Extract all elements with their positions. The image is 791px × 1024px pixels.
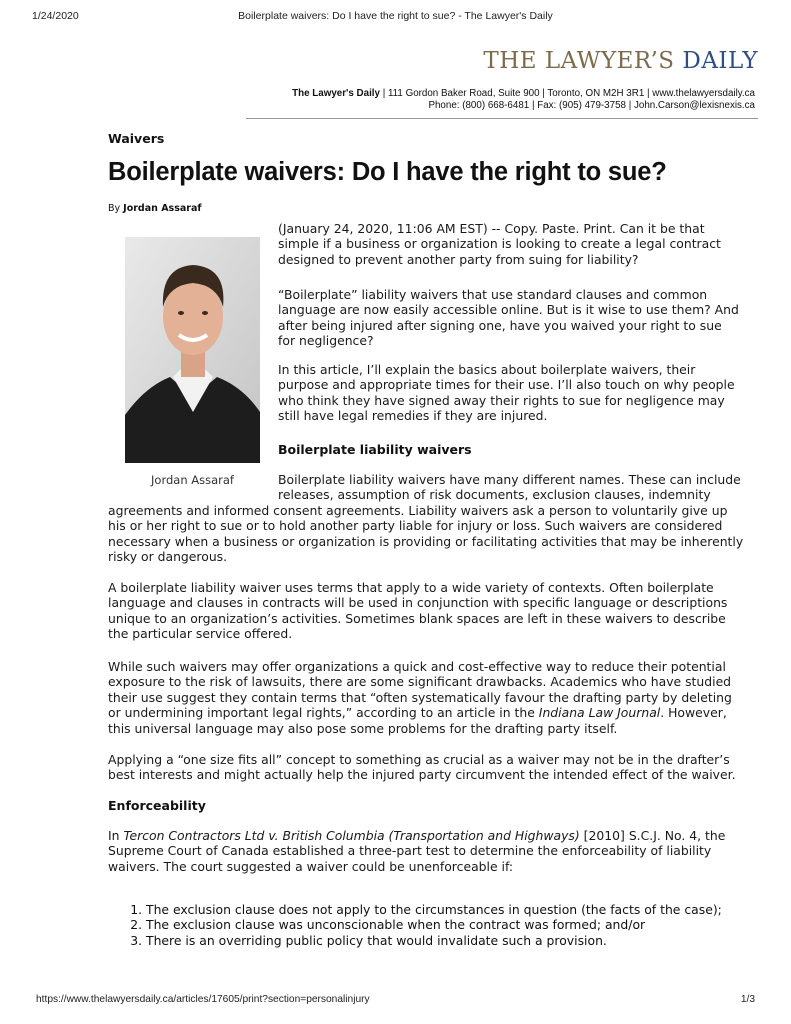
line: “Boilerplate” liability waivers that use standard clauses and common <box>278 287 708 302</box>
journal-title: Indiana Law Journal <box>538 705 661 721</box>
line: after being injured after signing one, have you waived your right to sue <box>278 317 722 333</box>
header-divider <box>246 118 758 119</box>
paragraph-drawbacks <box>108 659 732 736</box>
contact-line2: Phone: (800) 668-6481 | Fax: (905) 479-3758 | John.Carson@lexisnexis.ca <box>428 100 755 111</box>
paragraph-boilerplate-terms <box>108 580 727 642</box>
case-name: Tercon Contractors Ltd v. British Columbia (Transportation and Highways) <box>123 828 580 843</box>
masthead-part1: THE LAWYER’S <box>483 48 675 74</box>
print-date: 1/24/2020 <box>32 10 79 22</box>
line: Boilerplate liability waivers have many different names. These can include <box>278 472 741 487</box>
line: A boilerplate liability waiver uses terms that apply to a wide variety of contexts. Often boilerplate <box>108 580 714 595</box>
heading-boilerplate-liability-waivers: Boilerplate liability waivers <box>278 442 472 457</box>
line: still have legal remedies if they are injured. <box>278 408 548 424</box>
byline-author[interactable]: Jordan Assaraf <box>123 203 202 214</box>
line: best interests and might actually help the injured party circumvent the intended effect of the waiver. <box>108 767 736 783</box>
line: agreements and informed consent agreements. Liability waivers ask a person to voluntarily give up <box>108 503 728 518</box>
line: purpose and appropriate times for their use. I’ll also touch on why people <box>278 377 735 393</box>
line: simple if a business or organization is looking to create a legal contract <box>278 236 721 252</box>
line <box>108 828 725 843</box>
byline <box>108 203 202 214</box>
line: releases, assumption of risk documents, exclusion clauses, indemnity <box>278 487 711 503</box>
line: Supreme Court of Canada established a three-part test to determine the enforceability of liability <box>108 843 712 859</box>
text: . However, <box>660 705 727 721</box>
line: language and clauses in contracts will be used in conjunction with specific language or descriptions <box>108 595 728 611</box>
line: designed to prevent another party from suing for liability? <box>278 251 639 267</box>
text: or undermining important legal rights,” according to an article in the <box>108 705 539 721</box>
line: In this article, I’ll explain the basics about boilerplate waivers, their <box>278 362 696 377</box>
line <box>108 705 727 720</box>
line: who think they have signed away their rights to sue for negligence may <box>278 392 725 408</box>
print-url[interactable]: https://www.thelawyersdaily.ca/articles/17605/print?section=personalinjury <box>36 994 370 1005</box>
line: Applying a “one size fits all” concept to something as crucial as a waiver may not be in the drafter’s <box>108 752 730 767</box>
line: necessary when a business or organization is providing or facilitating activities that may be inherently <box>108 533 744 549</box>
line: the particular service offered. <box>108 626 293 642</box>
contact-line1 <box>235 88 755 100</box>
line: While such waivers may offer organizations a quick and cost-effective way to reduce their potential <box>108 659 726 674</box>
paragraph-boilerplate-intro <box>278 287 739 349</box>
paragraph-intro <box>278 221 721 267</box>
page-number: 1/3 <box>740 994 755 1005</box>
line: this universal language may also pose some problems for the drafting party itself. <box>108 720 618 736</box>
line: for negligence? <box>278 333 374 349</box>
paragraph-tercon <box>108 828 725 874</box>
paragraph-waiver-names-b <box>108 503 743 565</box>
text: In <box>108 828 124 843</box>
photo-caption: Jordan Assaraf <box>151 473 234 487</box>
line: risky or dangerous. <box>108 549 228 565</box>
text: [2010] S.C.J. No. 4, the <box>579 828 726 843</box>
line: unique to an organization’s activities. Sometimes blank spaces are left in these waivers to describe <box>108 610 726 626</box>
list-item: 2. The exclusion clause was unconscionable when the contract was formed; and/or <box>146 917 722 932</box>
line: waivers. The court suggested a waiver could be unenforceable if: <box>108 858 514 874</box>
article-title: Boilerplate waivers: Do I have the right to sue? <box>108 158 667 186</box>
byline-prefix: By <box>108 203 124 214</box>
line: language are now easily accessible online. But is it wise to use them? And <box>278 302 739 318</box>
line: their use suggest they contain terms that “often systematically favour the drafting party by deleting <box>108 689 732 705</box>
contact-address: | 111 Gordon Baker Road, Suite 900 | Toronto, ON M2H 3R1 | www.thelawyersdaily.ca <box>379 88 755 99</box>
line: (January 24, 2020, 11:06 AM EST) -- Copy. Paste. Print. Can it be that <box>278 221 705 236</box>
author-photo <box>125 237 260 463</box>
list-item: 3. There is an overriding public policy that would invalidate such a provision. <box>146 933 722 948</box>
author-portrait-image <box>125 237 260 463</box>
paragraph-waiver-names-a <box>278 472 741 503</box>
heading-enforceability: Enforceability <box>108 798 206 813</box>
line: his or her right to sue or to hold another party liable for injury or loss. Such waivers are considered <box>108 518 723 534</box>
print-page-title: Boilerplate waivers: Do I have the right to sue? - The Lawyer's Daily <box>238 10 553 22</box>
masthead-logo[interactable] <box>460 48 758 74</box>
paragraph-article-scope <box>278 362 735 424</box>
section-label: Waivers <box>108 131 165 146</box>
enforceability-test-list <box>108 902 722 948</box>
contact-name: The Lawyer's Daily <box>292 88 380 99</box>
list-item: 1. The exclusion clause does not apply to the circumstances in question (the facts of the case); <box>146 902 722 917</box>
contact-block <box>235 88 755 112</box>
paragraph-one-size-fits-all <box>108 752 736 783</box>
line: exposure to the risk of lawsuits, there are some significant drawbacks. Academics who have studied <box>108 674 732 690</box>
masthead-part2: DAILY <box>682 48 758 74</box>
